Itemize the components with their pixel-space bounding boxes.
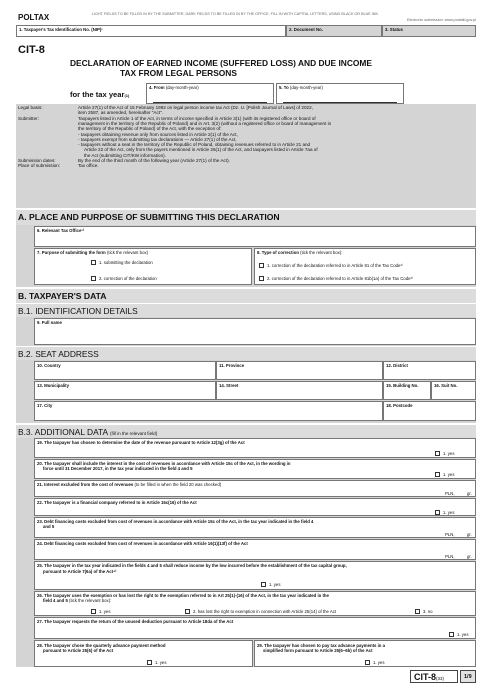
submitter-label: Submitter: xyxy=(18,115,39,121)
form-code: CIT-8 xyxy=(18,44,45,56)
purpose-option-correction[interactable]: 2. correction of the declaration xyxy=(91,276,157,281)
purpose-option-submit[interactable]: 1. submitting the declaration xyxy=(91,260,153,265)
suit-no-field[interactable]: 16. Suit No. xyxy=(431,381,476,400)
field-29[interactable]: 29. The taxpayer has chosen to pay tax advance payments in a simplified form pursuant to Article 25(6–6b) of the Act 1. yes xyxy=(254,640,476,667)
field-21-pln: PLN, xyxy=(445,491,455,496)
field-26-lost-right[interactable]: 2. has lost the right to exemption in connection with Article 25(14) of the Act xyxy=(185,609,336,614)
document-no-field: 2. Document No. xyxy=(286,25,382,37)
postcode-field[interactable]: 18. Postcode xyxy=(383,401,476,421)
field-26[interactable]: 26. The taxpayer uses the exemption or has lost the right to the exemption referred to in Art 25(1)-(16) of the Act, in the tax year indicated in the field 4 and 5 (tick the relevant box): 1. yes 2. has lost the right to exemption in connection with Article 25(14) of the Act 3. no xyxy=(34,591,476,616)
city-field[interactable]: 17. City xyxy=(34,401,383,421)
field-29-yes[interactable]: 1. yes xyxy=(365,660,384,665)
section-b2-header: B.2. SEAT ADDRESS xyxy=(16,347,476,360)
form-title-line1: DECLARATION OF EARNED INCOME (SUFFERED LOSS) AND DUE INCOME xyxy=(70,58,372,68)
field-20-yes[interactable]: 1. yes xyxy=(435,472,454,477)
tax-year-label: for the tax year(1) xyxy=(70,90,130,99)
legal-basis-label: Legal basis: xyxy=(18,105,43,110)
checkbox[interactable] xyxy=(435,451,440,456)
field-21-gr: gr. xyxy=(467,491,472,496)
field-23[interactable]: 23. Debt financing costs excluded from cost of revenues in accordance with Article 15c of the Act, in the tax year indicated in the field 4 and 5 PLN, gr. xyxy=(34,517,476,538)
checkbox[interactable] xyxy=(91,276,96,281)
section-b1-header: B.1. IDENTIFICATION DETAILS xyxy=(16,304,476,317)
field-28[interactable]: 28. The taxpayer chose the quarterly advance payment method pursuant to Article 25(6) of the Act 1. yes xyxy=(34,640,253,667)
submitter-text-5: - taxpayers exempt from submitting tax declarations — Article 27(1) of the Act, xyxy=(78,136,237,142)
checkbox[interactable] xyxy=(365,660,370,665)
section-b-header: B. TAXPAYER'S DATA xyxy=(16,289,476,303)
submitter-text-1: Taxpayers listed in Article 1 of the Act, in terms of income specified in Article 3(1) (with its registered office or board of xyxy=(78,115,316,121)
field-19-yes[interactable]: 1. yes xyxy=(435,451,454,456)
section-a-header: A. PLACE AND PURPOSE OF SUBMITTING THIS DECLARATION xyxy=(16,210,476,225)
correction-type-field[interactable]: 8. Type of correction (tick the relevant box): 1. correction of the declaration referred to in Article 81 of the Tax Code²⁾ 2. correction of the declaration referred to in Article 81b(1a) of the Tax Code³⁾ xyxy=(254,248,476,285)
field-26-no[interactable]: 3. no xyxy=(415,609,433,614)
district-field[interactable]: 12. District xyxy=(383,361,476,380)
checkbox[interactable] xyxy=(261,582,266,587)
field-25-yes[interactable]: 1. yes xyxy=(261,582,280,587)
full-name-field[interactable]: 9. Full name xyxy=(34,318,476,345)
country-field[interactable]: 10. Country xyxy=(34,361,216,380)
building-no-field[interactable]: 15. Building No. xyxy=(383,381,431,400)
field-22[interactable]: 22. The taxpayer is a financial company referred to in Article 15c(16) of the Act 1. yes xyxy=(34,498,476,516)
period-from-field[interactable]: 4. From (day-month-year) xyxy=(146,83,274,104)
checkbox[interactable] xyxy=(435,510,440,515)
submitter-text-7: Article 22 of the Act, only from the payers mentioned in Article 26(1) of the Act, and taxpayers listed in Article 7aa of xyxy=(84,147,318,153)
checkbox[interactable] xyxy=(449,632,454,637)
esubmission-note: Electronic submission: www.podatki.gov.pl xyxy=(407,18,476,22)
place-label: Place of submission: xyxy=(18,163,61,169)
checkbox[interactable] xyxy=(91,260,96,265)
purpose-field[interactable]: 7. Purpose of submitting the form (tick the relevant box) 1. submitting the declaration 2. correction of the declaration xyxy=(34,248,252,285)
street-field[interactable]: 14. Street xyxy=(216,381,383,400)
correction-option-81[interactable]: 1. correction of the declaration referred to in Article 81 of the Tax Code²⁾ xyxy=(259,263,403,269)
submitter-text-2: management in the territory of the Republic of Poland) and in Art. 3(2) (without a registered office or board of management in xyxy=(78,120,332,126)
checkbox[interactable] xyxy=(185,609,190,614)
page-number: 1/9 xyxy=(460,670,476,683)
field-25[interactable]: 25. The taxpayer in the tax year indicated in the fields 4 and 5 shall reduce income by the low incurred before the establishment of the tax capital group, pursuant to Article 7(6a) of the Act⁴⁾ 1. yes xyxy=(34,561,476,590)
correction-option-81b[interactable]: 2. correction of the declaration referred to in Article 81b(1a) of the Tax Code³⁾ xyxy=(259,276,413,282)
field-22-yes[interactable]: 1. yes xyxy=(435,510,454,515)
submitter-text-8: the Act (submitting CIT/KW information). xyxy=(84,152,166,158)
tax-office-field[interactable]: 6. Relevant Tax Office¹⁾ xyxy=(34,226,476,247)
section-b3-header: B.3. ADDITIONAL DATA (fill in the relevant field) xyxy=(16,425,476,438)
submitter-text-6: - taxpayers without a seat in the territory of the Republic of Poland, obtaining revenues referred to in Article 21 and xyxy=(78,142,311,148)
field-27-yes[interactable]: 1. yes xyxy=(449,632,468,637)
legal-basis-text: Article 27(1) of the Act of 15 February 1992 on legal person income tax Act (Dz. U. [Polish Journal of Laws] of 2022, xyxy=(78,105,313,110)
municipality-field[interactable]: 13. Municipality xyxy=(34,381,216,400)
submitter-text-3: the territory of the Republic of Poland) of the Act, with the exception of: xyxy=(78,126,222,132)
field-27[interactable]: 27. The taxpayer requests the return of the unused deduction pursuant to Article 18da of the Act 1. yes xyxy=(34,617,476,639)
field-24-gr: gr. xyxy=(467,554,472,559)
checkbox[interactable] xyxy=(91,609,96,614)
field-19[interactable]: 19. The taxpayer has chosen to determine the date of the revenue pursuant to Article 12(3g) of the Act 1. yes xyxy=(34,438,476,458)
checkbox[interactable] xyxy=(259,263,264,268)
field-26-yes[interactable]: 1. yes xyxy=(91,609,110,614)
field-24-pln: PLN, xyxy=(445,554,455,559)
header-instruction: LIGHT FIELDS TO BE FILLED IN BY THE SUBMITTER, DARK FIELDS TO BE FILLED IN BY THE OFFICE. FILL IN WITH CAPITAL LETTERS, USING BLACK OR BLUE INK. xyxy=(92,12,379,16)
submission-dates-value: By the end of the third month of the following year (Article 27(1) of the Act). xyxy=(78,158,230,163)
brand-name: POLTAX xyxy=(18,13,50,22)
field-23-pln: PLN, xyxy=(445,532,455,537)
field-23-gr: gr. xyxy=(467,532,472,537)
period-to-field[interactable]: 5. To (day-month-year) xyxy=(276,83,404,104)
nip-field[interactable]: 1. Taxpayer's Tax Identification No. (NIP)¹ xyxy=(16,25,286,37)
submission-dates-label: Submission dates: xyxy=(18,158,56,163)
field-21[interactable]: 21. Interest excluded from the cost of revenues (to be filled in when the field 20 was checked) PLN, gr. xyxy=(34,480,476,497)
legal-basis-text-2: item 2587, as amended, hereinafter "Act". xyxy=(78,110,163,116)
checkbox[interactable] xyxy=(259,276,264,281)
field-24[interactable]: 24. Debt financing costs excluded from cost of revenues in accordance with Article 16(1)(13f) of the Act PLN, gr. xyxy=(34,539,476,560)
checkbox[interactable] xyxy=(415,609,420,614)
field-28-yes[interactable]: 1. yes xyxy=(147,660,166,665)
checkbox[interactable] xyxy=(435,472,440,477)
field-20[interactable]: 20. The taxpayer shall include the interest in the cost of revenues in accordance with Article 15c of the Act, in the wording in force until 31 December 2017, in the tax year indicated in the field 4 and 5 1. yes xyxy=(34,459,476,479)
province-field[interactable]: 11. Province xyxy=(216,361,383,380)
status-field: 3. Status xyxy=(382,25,476,37)
footer-form-code: CIT-8(33) xyxy=(410,670,458,683)
place-value: Tax office. xyxy=(78,163,99,169)
submitter-text-4: - taxpayers obtaining revenue only from sources listed in Article 2(1) of the Act, xyxy=(78,131,238,137)
form-title-line2: TAX FROM LEGAL PERSONS xyxy=(120,68,237,78)
checkbox[interactable] xyxy=(147,660,152,665)
